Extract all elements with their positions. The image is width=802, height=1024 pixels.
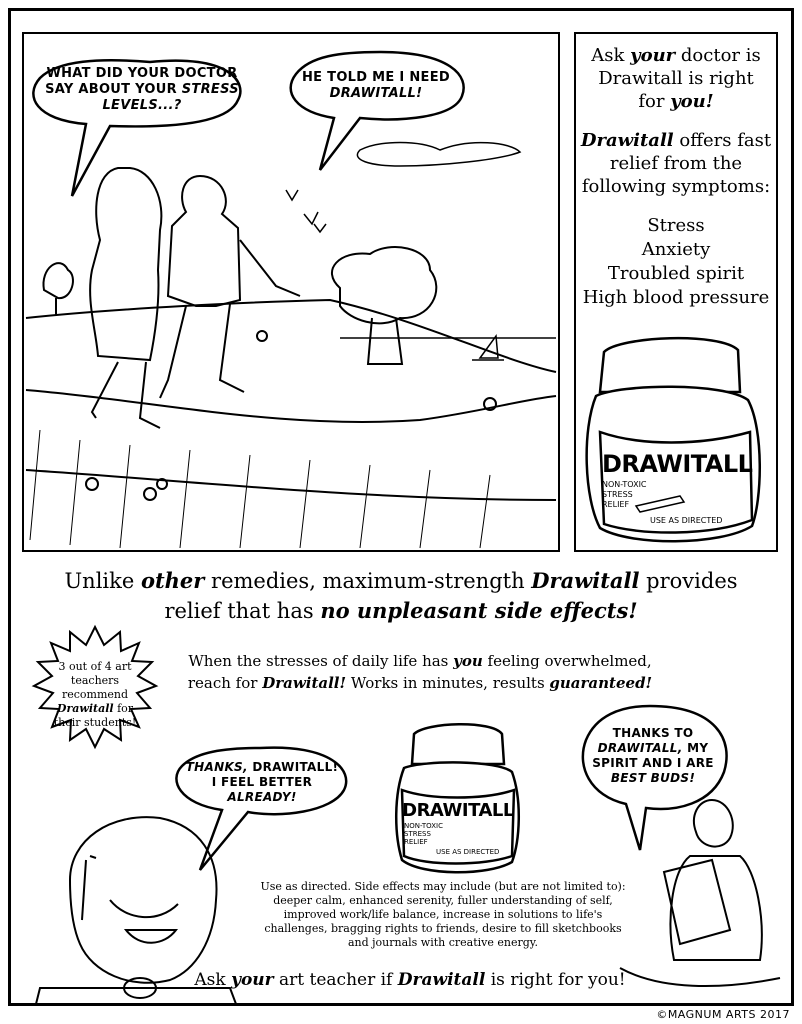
text-fragment: doctor is (675, 45, 761, 66)
starburst-line: teachers (70, 674, 120, 687)
bottle-label-line: STRESS (404, 830, 431, 838)
text-fragment: Drawitall is right (598, 68, 754, 89)
speech-emphasis: DRAWITALL, (597, 741, 683, 755)
offer-text (578, 129, 774, 198)
copyright: ©MAGNUM ARTS 2017 (656, 1008, 790, 1021)
text-fragment: is right for you! (485, 970, 626, 990)
speech-fragment: MY (682, 741, 709, 755)
subline (170, 650, 670, 694)
text-emphasis: other (140, 568, 205, 593)
brand-name: Drawitall (397, 970, 486, 990)
bottle-small-label-text (404, 822, 443, 846)
text-fragment: relief that has (164, 599, 321, 623)
symptom-item: Stress (647, 215, 705, 236)
text-emphasis: your (231, 970, 274, 990)
speech-line: WHAT DID YOUR DOCTOR (46, 66, 238, 81)
brand-name: Drawitall (531, 568, 640, 593)
brand-name: Drawitall (580, 130, 674, 151)
bottle-label-line: RELIEF (602, 500, 630, 509)
speech-emphasis: DRAWITALL! (329, 86, 423, 101)
disclaimer (248, 880, 638, 950)
text-fragment: for (638, 91, 671, 112)
disclaimer-line: Use as directed. Side effects may include (but are not limited to): (260, 880, 626, 893)
bottle-label-line: STRESS (602, 490, 633, 499)
text-emphasis: you (453, 652, 483, 670)
drawitall-bottle-large (587, 338, 760, 541)
speech-line: I FEEL BETTER (211, 775, 313, 789)
speech-line: THANKS TO (612, 726, 694, 740)
speech-emphasis: BEST BUDS! (610, 771, 696, 785)
starburst-line: recommend (61, 688, 129, 701)
symptom-item: High blood pressure (582, 287, 770, 308)
starburst-text (40, 660, 150, 730)
speech-line (42, 82, 242, 98)
speech-text-man (296, 70, 456, 102)
ad-copy-symptoms (578, 44, 774, 310)
bottle-directions: USE AS DIRECTED (650, 516, 723, 525)
text-fragment: reach for (187, 674, 263, 692)
starburst-line: their students! (53, 716, 137, 729)
headline (40, 566, 762, 626)
brand-name: Drawitall! (262, 674, 347, 692)
ask-doctor-text (578, 44, 774, 113)
speech-emphasis: ALREADY! (227, 790, 297, 804)
call-to-action (190, 970, 630, 990)
speech-emphasis: STRESS (181, 82, 239, 97)
bottle-brand-label: DRAWITALL (602, 450, 753, 478)
bottle-label-line: RELIEF (404, 838, 428, 846)
text-fragment: Ask (194, 970, 232, 990)
bottle-label-line: NON-TOXIC (404, 822, 443, 830)
text-emphasis: no unpleasant side effects! (320, 598, 638, 623)
speech-line (182, 760, 342, 775)
disclaimer-line: challenges, bragging rights to friends, desire to fill sketchbooks (264, 922, 622, 935)
text-fragment: following symptoms: (581, 176, 771, 197)
bottle-small-directions: USE AS DIRECTED (436, 848, 500, 856)
symptom-item: Troubled spirit (607, 263, 745, 284)
text-emphasis: guaranteed! (549, 674, 653, 692)
text-fragment: remedies, maximum-strength (204, 569, 532, 593)
speech-line (296, 86, 456, 102)
speech-emphasis: LEVELS...? (102, 98, 182, 113)
speech-line: HE TOLD ME I NEED (301, 70, 451, 85)
speech-line (588, 741, 718, 756)
speech-text-woman (42, 66, 242, 114)
brand-name: Drawitall (56, 702, 114, 715)
landscape-scene (26, 143, 556, 549)
text-emphasis: your (630, 45, 676, 66)
text-fragment: feeling overwhelmed, (482, 652, 652, 670)
disclaimer-line: deeper calm, enhanced serenity, fuller understanding of self, (273, 894, 613, 907)
disclaimer-line: improved work/life balance, increase in solutions to life's (283, 908, 603, 921)
speech-text-woman-bottom (182, 760, 342, 805)
speech-line (42, 98, 242, 114)
text-emphasis: you! (670, 91, 714, 112)
text-fragment: Ask (591, 45, 631, 66)
speech-line (588, 771, 718, 786)
starburst-line: 3 out of 4 art (58, 660, 132, 673)
text-fragment: Works in minutes, results (346, 674, 550, 692)
text-fragment: offers fast (673, 130, 772, 151)
text-fragment: for (117, 702, 134, 715)
speech-fragment: DRAWITALL! (252, 760, 339, 774)
speech-line (182, 790, 342, 805)
speech-line: SPIRIT AND I ARE (592, 756, 714, 770)
text-fragment: relief from the (609, 153, 743, 174)
text-fragment: When the stresses of daily life has (188, 652, 454, 670)
bottle-label-text (602, 480, 647, 510)
bottle-label-line: NON-TOXIC (602, 480, 647, 489)
text-fragment: art teacher if (273, 970, 398, 990)
bottle-small-brand-label: DRAWITALL (402, 800, 514, 821)
text-fragment: provides (639, 569, 738, 593)
symptom-list (578, 214, 774, 310)
speech-text-man-bottom (588, 726, 718, 786)
text-fragment: Unlike (64, 569, 141, 593)
disclaimer-line: and journals with creative energy. (347, 936, 539, 949)
speech-fragment: SAY ABOUT YOUR (45, 82, 182, 97)
symptom-item: Anxiety (641, 239, 711, 260)
speech-emphasis: THANKS, (185, 760, 253, 774)
